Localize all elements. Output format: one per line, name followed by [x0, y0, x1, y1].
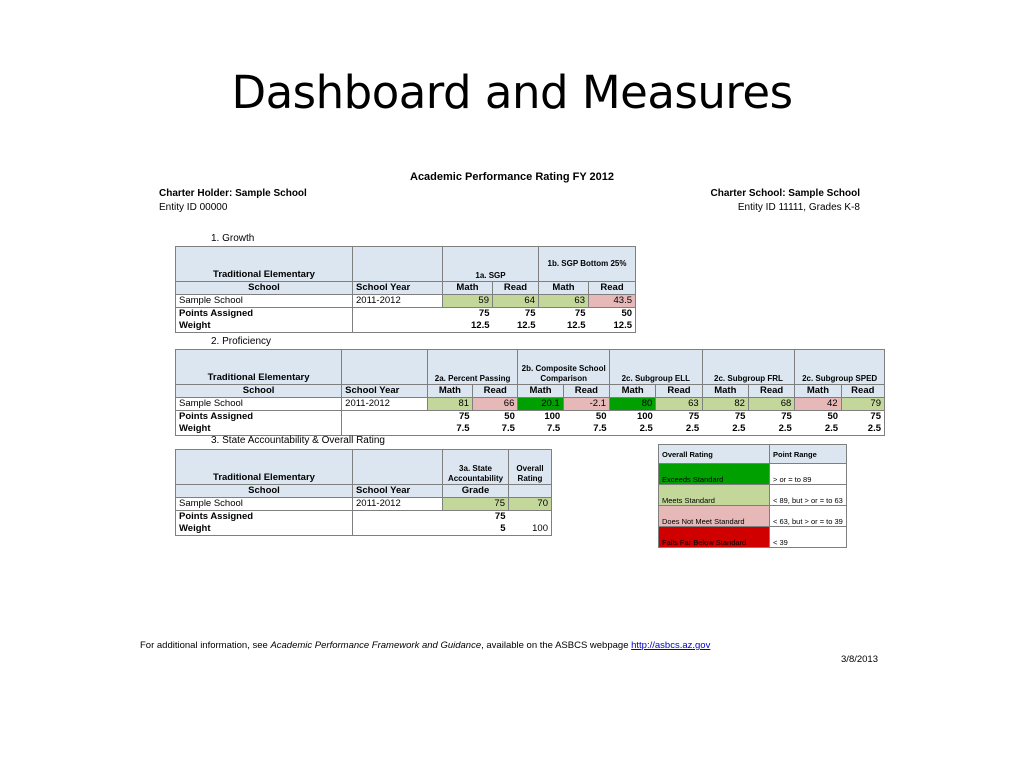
prof-value: 63 [656, 398, 702, 411]
prof-points: 100 [636, 411, 653, 422]
state-year: 2011-2012 [353, 498, 443, 511]
state-col-blank [509, 485, 552, 498]
growth-table [175, 246, 636, 333]
charter-school: Charter School: Sample School [710, 188, 860, 199]
state-col-grade: Grade [443, 485, 509, 498]
prof-value: 81 [427, 398, 472, 411]
prof-col-math: Math [795, 385, 841, 398]
legend-not-meet-range: < 63, but > or = to 39 [770, 506, 847, 527]
state-table [175, 449, 552, 536]
prof-blank [342, 350, 428, 385]
prof-weight: 2.5 [610, 423, 656, 436]
growth-points-label: Points Assigned [176, 308, 353, 321]
growth-col-year: School Year [353, 282, 443, 295]
prof-value: 68 [748, 398, 794, 411]
growth-value: 63 [539, 295, 589, 308]
prof-h-2a: 2a. Percent Passing [427, 350, 518, 385]
growth-weight: 12.5 [443, 320, 493, 333]
state-col-school: School [176, 485, 353, 498]
state-h-3a: 3a. State Accountability [443, 450, 509, 485]
legend-h-rating: Overall Rating [659, 445, 770, 464]
prof-h-2b: 2b. Composite School Comparison [518, 350, 610, 385]
prof-weight: 7.5 [518, 423, 563, 436]
prof-weight: 2.5 [795, 423, 841, 436]
prof-col-math: Math [427, 385, 472, 398]
growth-points: 50 [589, 308, 636, 321]
prof-points: 75 [734, 411, 746, 422]
prof-weight: 2.5 [702, 423, 748, 436]
growth-points: 75 [524, 308, 536, 319]
prof-weight: 2.5 [748, 423, 794, 436]
growth-type: Traditional Elementary [176, 247, 353, 282]
state-school: Sample School [176, 498, 353, 511]
footer-prefix: For additional information, see [140, 640, 271, 651]
growth-value: 59 [443, 295, 493, 308]
prof-col-read: Read [563, 385, 609, 398]
prof-value: 42 [795, 398, 841, 411]
growth-col-read-1: Read [493, 282, 539, 295]
prof-points: 75 [688, 411, 700, 422]
prof-points: 50 [595, 411, 607, 422]
prof-h-frl: 2c. Subgroup FRL [702, 350, 795, 385]
prof-points: 75 [841, 411, 884, 424]
growth-col-read-2: Read [589, 282, 636, 295]
prof-h-sped: 2c. Subgroup SPED [795, 350, 885, 385]
prof-value: 66 [473, 398, 518, 411]
state-overall-value: 70 [509, 498, 552, 511]
prof-points: 75 [781, 411, 792, 422]
charter-holder-block [159, 187, 307, 215]
growth-weight-label: Weight [176, 320, 353, 333]
prof-col-year: School Year [342, 385, 428, 398]
prof-weight: 2.5 [656, 423, 702, 436]
state-points: 75 [494, 511, 506, 522]
growth-section-label: 1. Growth [211, 233, 255, 244]
legend-far-below-range: < 39 [770, 527, 847, 548]
growth-points: 75 [574, 308, 586, 319]
growth-year: 2011-2012 [353, 295, 443, 308]
prof-type: Traditional Elementary [176, 350, 342, 385]
legend-h-range: Point Range [770, 445, 847, 464]
footer-middle: , available on the ASBCS webpage [481, 640, 632, 651]
legend-far-below: Falls Far Below Standard [659, 527, 770, 548]
report-title: Academic Performance Rating FY 2012 [410, 171, 614, 183]
state-blank [353, 450, 443, 485]
prof-col-school: School [176, 385, 342, 398]
legend-exceeds-range: > or = to 89 [770, 464, 847, 485]
state-section-label: 3. State Accountability & Overall Rating [211, 435, 385, 446]
prof-col-read: Read [656, 385, 702, 398]
legend-exceeds: Exceeds Standard [659, 464, 770, 485]
growth-h-1b: 1b. SGP Bottom 25% [539, 247, 636, 282]
growth-value: 64 [493, 295, 539, 308]
entity-id-right: Entity ID 11111, Grades K-8 [737, 202, 860, 213]
charter-school-block [711, 187, 860, 215]
footer-note [140, 640, 710, 651]
proficiency-table [175, 349, 885, 436]
prof-value: 20.1 [518, 398, 563, 411]
growth-h-1a: 1a. SGP [443, 247, 539, 282]
growth-col-math-2: Math [539, 282, 589, 295]
prof-points: 50 [504, 411, 515, 422]
prof-col-read: Read [748, 385, 794, 398]
growth-blank [353, 247, 443, 282]
state-weight-overall: 100 [509, 523, 552, 536]
rating-legend [658, 444, 847, 548]
growth-col-school: School [176, 282, 353, 295]
prof-weight: 7.5 [563, 423, 609, 436]
prof-school: Sample School [176, 398, 342, 411]
charter-holder: Charter Holder: Sample School [159, 188, 307, 199]
prof-col-math: Math [610, 385, 656, 398]
prof-year: 2011-2012 [342, 398, 428, 411]
prof-col-math: Math [518, 385, 563, 398]
growth-weight: 12.5 [539, 320, 589, 333]
state-type: Traditional Elementary [176, 450, 353, 485]
prof-value: -2.1 [563, 398, 609, 411]
prof-points: 75 [458, 411, 470, 422]
legend-meets-range: < 89, but > or = to 63 [770, 485, 847, 506]
prof-col-read: Read [473, 385, 518, 398]
slide-title: Dashboard and Measures [231, 66, 793, 119]
prof-col-read: Read [841, 385, 884, 398]
prof-points-label: Points Assigned [176, 411, 342, 424]
growth-col-math-1: Math [443, 282, 493, 295]
prof-value: 82 [702, 398, 748, 411]
prof-col-math: Math [702, 385, 748, 398]
prof-weight: 7.5 [473, 423, 518, 436]
growth-school: Sample School [176, 295, 353, 308]
growth-weight: 12.5 [589, 320, 636, 333]
proficiency-section-label: 2. Proficiency [211, 336, 272, 347]
prof-weight-label: Weight [176, 423, 342, 436]
state-col-year: School Year [353, 485, 443, 498]
legend-meets: Meets Standard [659, 485, 770, 506]
state-weight-label: Weight [176, 523, 353, 536]
prof-weight: 7.5 [427, 423, 472, 436]
prof-weight: 2.5 [841, 423, 884, 436]
entity-id-left: Entity ID 00000 [159, 202, 228, 213]
prof-value: 80 [610, 398, 656, 411]
prof-points: 100 [544, 411, 561, 422]
growth-weight: 12.5 [493, 320, 539, 333]
prof-h-ell: 2c. Subgroup ELL [610, 350, 703, 385]
asbcs-link[interactable]: http://asbcs.az.gov [631, 640, 711, 651]
prof-value: 79 [841, 398, 884, 411]
growth-value: 43.5 [589, 295, 636, 308]
legend-not-meet: Does Not Meet Standard [659, 506, 770, 527]
state-h-overall: Overall Rating [509, 450, 552, 485]
state-weight: 5 [443, 523, 509, 536]
growth-points: 75 [478, 308, 490, 319]
state-points-label: Points Assigned [176, 511, 353, 524]
footer-date: 3/8/2013 [841, 654, 878, 665]
state-grade-value: 75 [443, 498, 509, 511]
prof-points: 50 [827, 411, 839, 422]
footer-italic: Academic Performance Framework and Guidance [270, 640, 482, 651]
